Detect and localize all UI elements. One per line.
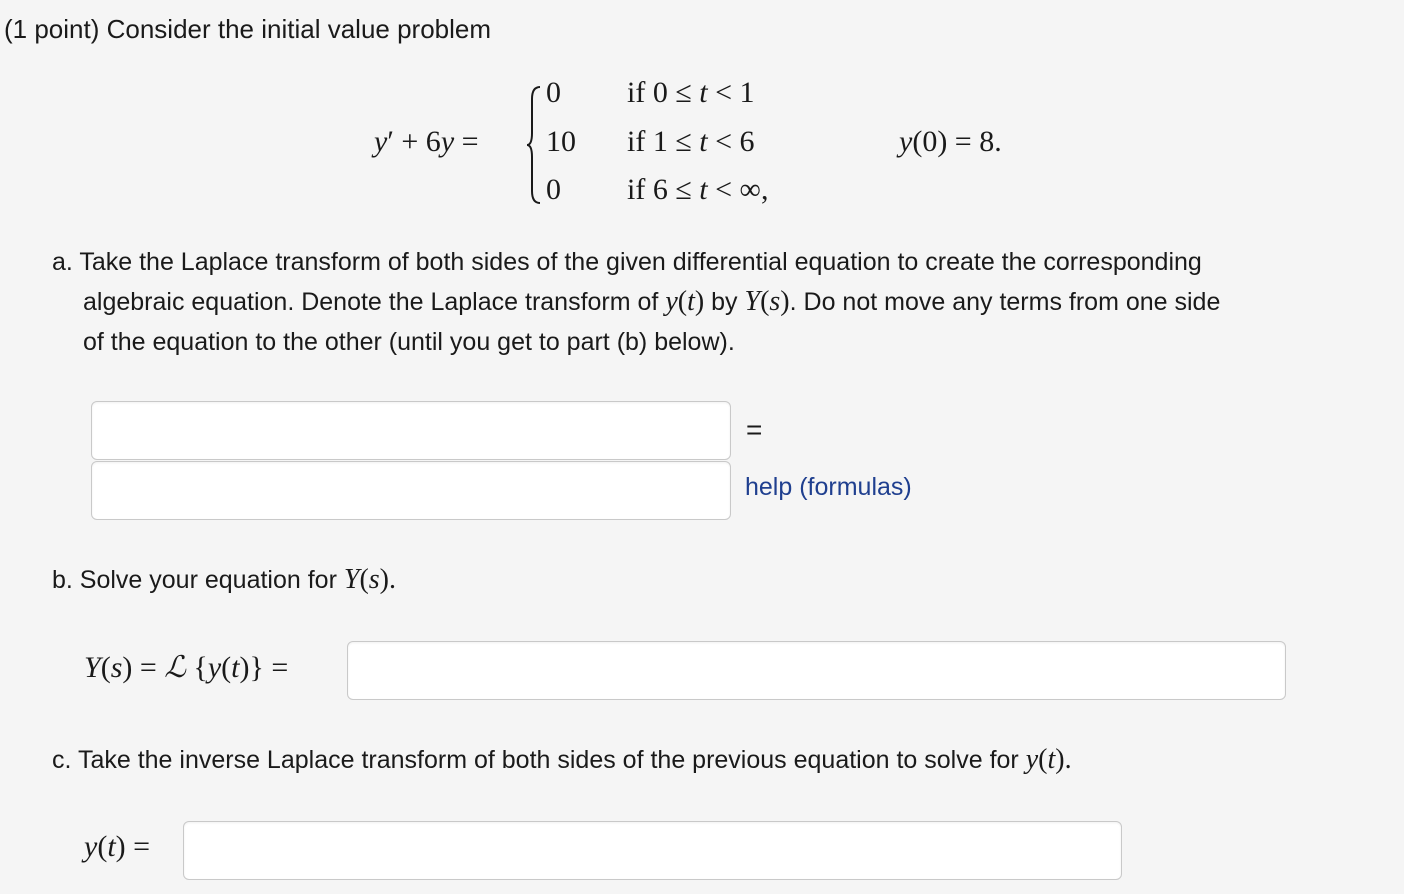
case-cond-0 [627, 76, 755, 110]
label-y: y [84, 830, 98, 863]
label-eq: ) = [115, 830, 151, 863]
lhs-prime: ′ [387, 125, 394, 158]
label-t: t [231, 651, 240, 684]
part-a-paren: ) [694, 286, 705, 317]
cond-rest: < ∞, [707, 173, 769, 206]
part-c-t: t [1047, 744, 1056, 775]
cond-rest: < 1 [707, 76, 755, 109]
part-b-s: s [368, 564, 380, 595]
initial-y: y [899, 125, 913, 158]
part-a-line-3: of the equation to the other (until you get to part (b) below). [83, 328, 735, 356]
part-c-text: c. Take the inverse Laplace transform of both sides of the previous equation to solve for [52, 746, 1026, 774]
problem-header: (1 point) Consider the initial value problem [4, 14, 492, 44]
part-c-paren: ). [1055, 744, 1072, 775]
cond-rest: < 6 [707, 125, 755, 158]
case-value-0: 0 [546, 76, 561, 109]
label-t: t [107, 830, 116, 863]
laplace-rhs-input[interactable] [91, 461, 731, 520]
lhs-eq: = [454, 125, 479, 158]
initial-condition [899, 125, 1002, 159]
part-a-text: by [704, 288, 745, 316]
part-b-paren: ( [359, 564, 369, 595]
Y-of-s-input[interactable] [347, 641, 1286, 700]
laplace-lhs-input[interactable] [91, 401, 731, 460]
part-a-paren: ) [780, 286, 790, 317]
part-a-text: algebraic equation. Denote the Laplace transform of [83, 288, 666, 316]
part-a-line-2 [83, 282, 1220, 322]
cond-if: if 6 ≤ [627, 173, 700, 206]
lhs-y: y [374, 125, 388, 158]
cases-brace [526, 85, 542, 205]
label-eq: ) = [122, 651, 165, 684]
label-s: s [110, 651, 123, 684]
label-brace: { [185, 651, 208, 684]
lhs-y2: y [440, 125, 455, 158]
case-value-2: 0 [546, 173, 561, 206]
cond-t: t [699, 173, 708, 206]
initial-rest: (0) = 8. [912, 125, 1002, 158]
part-a-t: t [687, 286, 695, 317]
case-cond-2 [627, 173, 768, 207]
part-a-line-1: a. Take the Laplace transform of both sides of the given differential equation to create the corresponding [52, 248, 1202, 276]
part-c-label [84, 830, 150, 864]
help-formulas-link[interactable]: help (formulas) [745, 473, 912, 501]
part-c-prompt [52, 744, 1072, 776]
case-cond-1 [627, 125, 755, 159]
label-y: y [207, 651, 222, 684]
cond-t: t [699, 76, 708, 109]
cond-if: if 0 ≤ [627, 76, 700, 109]
y-of-t-input[interactable] [183, 821, 1122, 880]
label-end: )} = [239, 651, 289, 684]
laplace-script-L: ℒ [164, 651, 186, 684]
label-paren: ( [100, 651, 111, 684]
part-b-paren: ). [379, 564, 396, 595]
equals-sign: = [746, 414, 763, 445]
part-a-Y: Y [744, 286, 761, 317]
label-paren: ( [97, 830, 108, 863]
ivp-lhs [374, 125, 479, 159]
case-value-1: 10 [546, 125, 576, 158]
part-b-text: b. Solve your equation for [52, 566, 344, 594]
label-Y: Y [84, 651, 101, 684]
part-b-Y: Y [343, 564, 360, 595]
cond-t: t [699, 125, 708, 158]
part-a-s: s [769, 286, 781, 317]
part-c-paren: ( [1038, 744, 1048, 775]
part-b-prompt [52, 564, 396, 596]
cond-if: if 1 ≤ [627, 125, 700, 158]
lhs-plus-six: + 6 [393, 125, 441, 158]
part-b-label [84, 650, 288, 685]
part-c-y: y [1025, 744, 1039, 775]
part-a-paren: ( [760, 286, 770, 317]
part-a-text: . Do not move any terms from one side [789, 288, 1221, 316]
part-a-y: y [665, 286, 678, 317]
label-paren: ( [221, 651, 232, 684]
part-a-paren: ( [677, 286, 688, 317]
